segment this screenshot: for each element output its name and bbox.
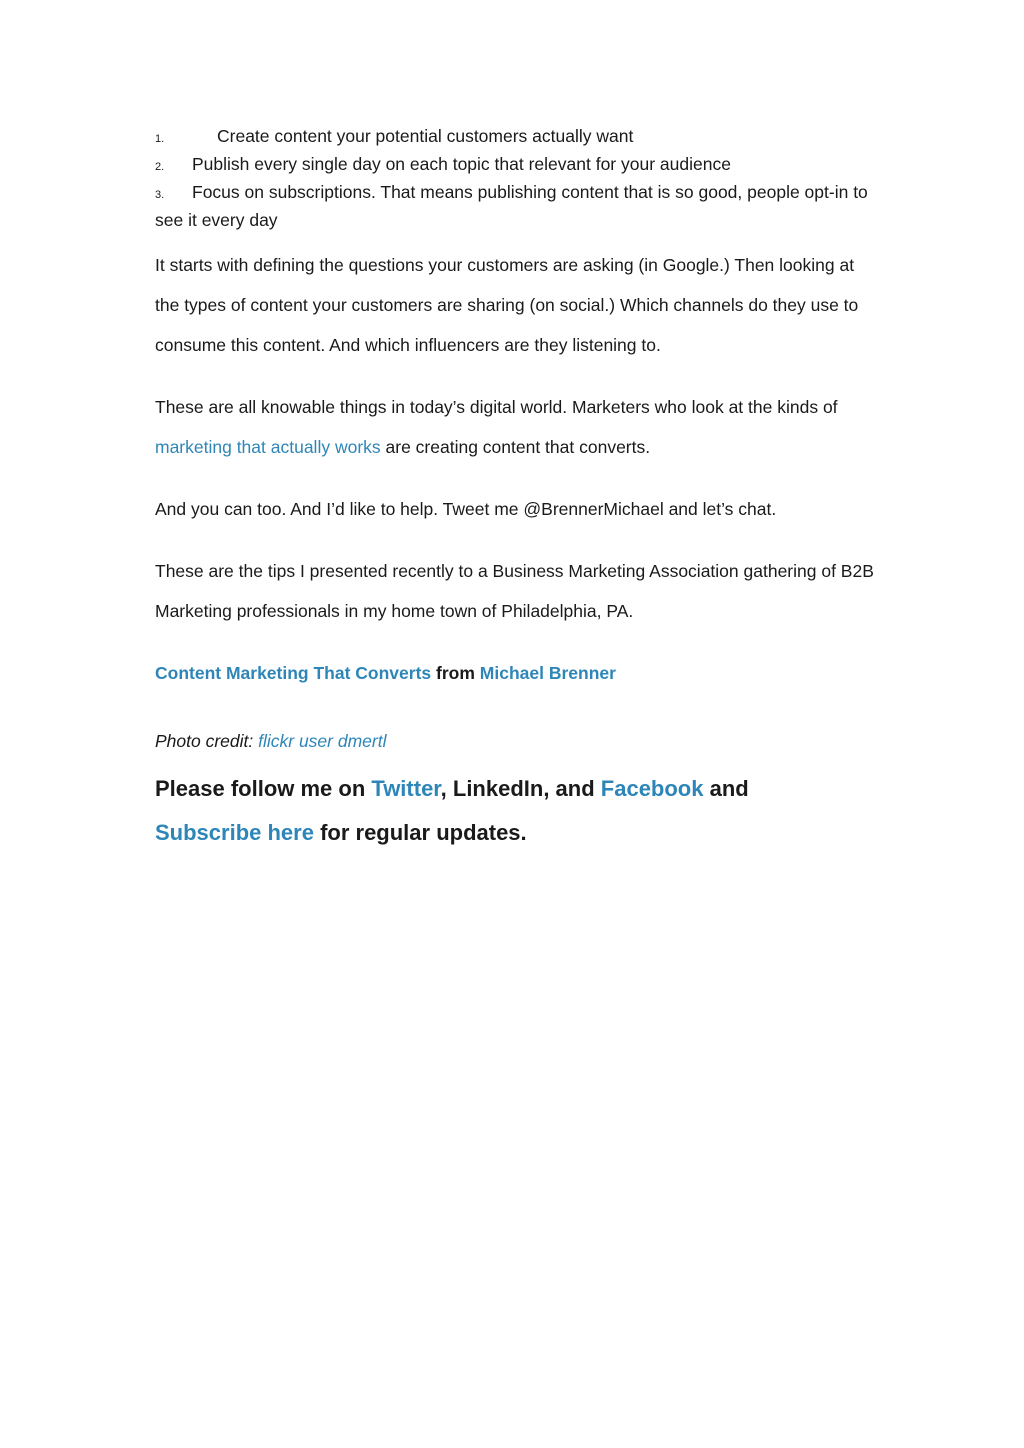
paragraph: It starts with defining the questions your customers are asking (in Google.) Then looking at the types of content your customers are sharing (on social.) Which channels do they use to consume this content. And which influencers are they listening to.: [155, 255, 859, 355]
list-text: Publish every single day on each topic that relevant for your audience: [192, 154, 731, 174]
follow-text: and: [703, 776, 749, 801]
follow-text: , LinkedIn, and: [440, 776, 601, 801]
author-link[interactable]: Michael Brenner: [479, 663, 616, 683]
follow-text: for regular updates.: [313, 820, 527, 845]
follow-callout: [155, 767, 855, 855]
from-text: from: [431, 663, 480, 683]
follow-text: Please follow me on: [155, 776, 372, 801]
list-number: 3.: [155, 189, 165, 201]
list-item: [155, 124, 875, 152]
flickr-link[interactable]: flickr user dmertl: [258, 731, 387, 751]
subscribe-link[interactable]: Subscribe here: [155, 820, 314, 845]
credit-label: Photo credit:: [155, 731, 259, 751]
paragraph-text: are creating content that converts.: [380, 437, 651, 457]
list-text: Focus on subscriptions. That means publishing content that is so good, people opt-in to see it every day: [155, 182, 868, 230]
photo-credit: [155, 721, 875, 761]
facebook-link[interactable]: Facebook: [600, 776, 704, 801]
paragraph-text: These are all knowable things in today’s digital world. Marketers who look at the kinds of: [155, 397, 838, 417]
slideshare-credit: [155, 653, 875, 693]
list-number: 2.: [155, 161, 165, 173]
paragraph: [155, 387, 875, 467]
paragraph: These are the tips I presented recently to a Business Marketing Association gathering of B2B Marketing professionals in my home town of Philadelphia, PA.: [155, 561, 874, 621]
list-text: Create content your potential customers actually want: [217, 126, 634, 146]
article-body: [155, 124, 875, 855]
list-item: [155, 152, 875, 180]
paragraph: And you can too. And I’d like to help. Tweet me @BrennerMichael and let’s chat.: [155, 499, 777, 519]
marketing-link[interactable]: marketing that actually works: [155, 437, 381, 457]
slides-title-link[interactable]: Content Marketing That Converts: [155, 663, 432, 683]
list-item: [155, 180, 875, 233]
list-number: 1.: [155, 133, 165, 145]
twitter-link[interactable]: Twitter: [371, 776, 441, 801]
